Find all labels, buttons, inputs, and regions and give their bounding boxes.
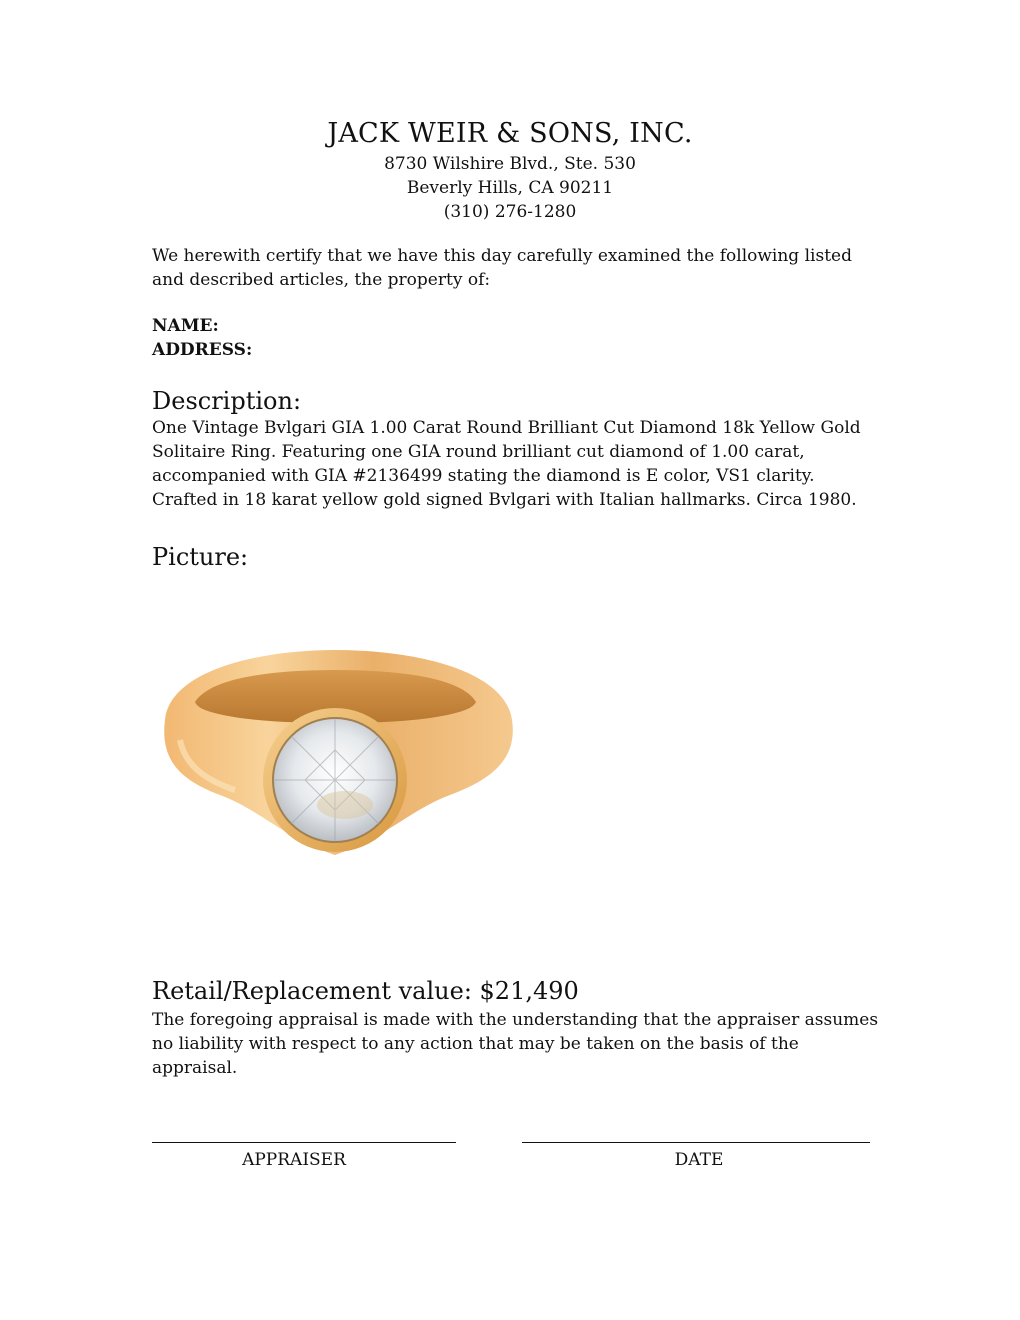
appraiser-label: APPRAISER [242, 1150, 346, 1170]
description-text: One Vintage Bvlgari GIA 1.00 Carat Round Brilliant Cut Diamond 18k Yellow Gold Solitaire Ring. Featuring one GIA round brilliant cut diamond of 1.00 carat, accompanied with GIA #2136499 stating the diamond is E color, VS1 clarity. Crafted in 18 karat yellow gold signed Bvlgari with Italian hallmarks. Circa 1980. [152, 418, 861, 510]
company-name: JACK WEIR & SONS, INC. [327, 118, 693, 149]
address-label: ADDRESS: [152, 340, 253, 360]
ring-photo [150, 630, 520, 880]
ring-illustration [150, 630, 520, 880]
name-label: NAME: [152, 316, 219, 336]
retail-value-heading: Retail/Replacement value: $21,490 [152, 977, 579, 1005]
date-label: DATE [674, 1150, 724, 1170]
appraiser-signature-line [152, 1142, 456, 1143]
letterhead [0, 116, 1020, 224]
address-line-2: Beverly Hills, CA 90211 [406, 178, 614, 198]
certification-statement: We herewith certify that we have this day carefully examined the following listed and described articles, the property of: [152, 246, 852, 290]
address-line-1: 8730 Wilshire Blvd., Ste. 530 [384, 154, 636, 174]
date-signature-line [522, 1142, 870, 1143]
liability-disclaimer: The foregoing appraisal is made with the understanding that the appraiser assumes no liability with respect to any action that may be taken on the basis of the appraisal. [152, 1010, 879, 1078]
phone-number: (310) 276-1280 [443, 202, 577, 222]
picture-heading: Picture: [152, 543, 249, 571]
description-heading: Description: [152, 387, 302, 415]
